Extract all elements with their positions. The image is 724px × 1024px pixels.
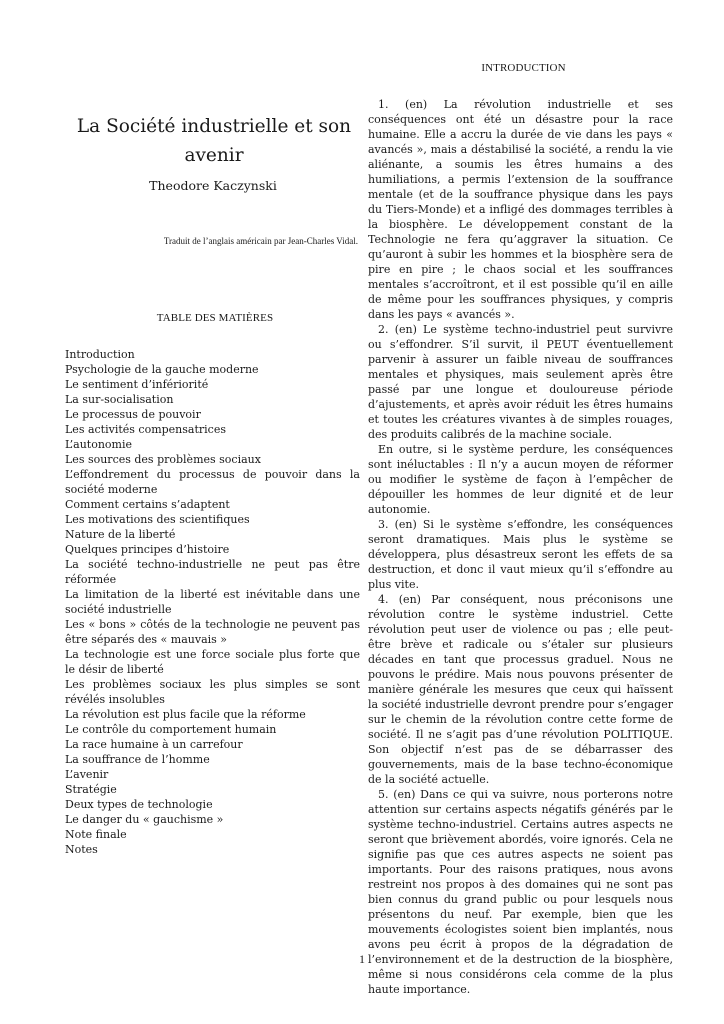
- book-author: Theodore Kaczynski: [149, 178, 277, 193]
- toc-item[interactable]: La technologie est une force sociale plus forte que le désir de liberté: [65, 648, 360, 676]
- paragraph: 3. (en) Si le système s’effondre, les conséquences seront dramatiques. Mais plus le système se développera, plus désastreux seront les effets de sa destruction, et donc il vaut mieux qu’il s’effondre au plus vite.: [368, 518, 673, 591]
- toc-item[interactable]: La souffrance de l’homme: [65, 753, 210, 766]
- toc-item[interactable]: Psychologie de la gauche moderne: [65, 363, 259, 376]
- toc-item[interactable]: Les activités compensatrices: [65, 423, 226, 436]
- toc-item[interactable]: La race humaine à un carrefour: [65, 738, 243, 751]
- toc-item[interactable]: La révolution est plus facile que la réforme: [65, 708, 306, 721]
- paragraph: 5. (en) Dans ce qui va suivre, nous porterons notre attention sur certains aspects négatifs générés par le système techno-industriel. Certains autres aspects ne seront que brièvement abordés, voire ignorés. Cela ne signifie pas que ces autres aspects ne soient pas importants. Pour des raisons pratiques, nous avons restreint nos propos à des domaines qui ne sont pas bien connus du grand public ou pour lesquels nous présentons du neuf. Par exemple, bien que les mouvements écologistes soient bien implantés, nous avons peu écrit à propos de la dégradation de l’environnement et de la destruction de la biosphère, même si nous considérons cela comme de la plus haute importance.: [368, 788, 673, 996]
- toc-item[interactable]: L’effondrement du processus de pouvoir dans la société moderne: [65, 468, 360, 496]
- section-body: [368, 97, 673, 997]
- toc-item[interactable]: Le danger du « gauchisme »: [65, 813, 224, 826]
- toc-item[interactable]: L’avenir: [65, 768, 109, 781]
- paragraph: 1. (en) La révolution industrielle et ses conséquences ont été un désastre pour la race humaine. Elle a accru la durée de vie dans les pays « avancés », mais a déstabilisé la société, a rendu la vie aliénante, a soumis les êtres humains a des humiliations, a permis l’extension de la souffrance mentale (et de la souffrance physique dans les pays du Tiers-Monde) et a infligé des dommages terribles à la biosphère. Le développement constant de la Technologie ne fera qu’aggraver la situation. Ce qu’auront à subir les hommes et la biosphère sera de pire en pire ; le chaos social et les souffrances mentales s’accroîtront, et il est possible qu’il en aille de même pour les souffrances physiques, y compris dans les pays « avancés ».: [368, 98, 673, 321]
- page-number: 1: [359, 952, 365, 966]
- table-of-contents: [56, 347, 360, 857]
- toc-item[interactable]: Deux types de technologie: [65, 798, 213, 811]
- toc-item[interactable]: Quelques principes d’histoire: [65, 543, 230, 556]
- left-column: [56, 112, 360, 857]
- toc-item[interactable]: La sur-socialisation: [65, 393, 174, 406]
- toc-item[interactable]: L’autonomie: [65, 438, 133, 451]
- paragraph: 4. (en) Par conséquent, nous préconisons une révolution contre le système industriel. Cette révolution peut user de violence ou pas ; elle peut-être brève et radicale ou s’étaler sur plusieurs décades en tant que processus graduel. Nous ne pouvons le prédire. Mais nous pouvons présenter de manière générale les mesures que ceux qui haïssent la société industrielle devront prendre pour s’engager sur le chemin de la révolution contre cette forme de société. Il ne s’agit pas d’une révolution POLITIQUE. Son objectif n’est pas de se débarrasser des gouvernements, mais de la base techno-économique de la société actuelle.: [368, 593, 673, 786]
- toc-item[interactable]: Les problèmes sociaux les plus simples se sont révélés insolubles: [65, 678, 360, 706]
- toc-item[interactable]: Nature de la liberté: [65, 528, 176, 541]
- toc-heading: TABLE DES MATIÈRES: [156, 312, 274, 324]
- right-column: [368, 62, 673, 997]
- paragraph: 2. (en) Le système techno-industriel peut survivre ou s’effondrer. S’il survit, il PEUT éventuellement parvenir à assurer un faible niveau de souffrances mentales et physiques, mais seulement après être passé par une longue et douloureuse période d’ajustements, et après avoir réduit les êtres humains et toutes les créatures vivantes à de simples rouages, des produits calibrés de la machine sociale.: [368, 323, 673, 441]
- toc-item[interactable]: Introduction: [65, 348, 135, 361]
- section-heading: INTRODUCTION: [481, 62, 566, 74]
- toc-item[interactable]: Le sentiment d’infériorité: [65, 378, 209, 391]
- book-title: La Société industrielle et son avenir: [76, 116, 352, 166]
- toc-item[interactable]: Stratégie: [65, 783, 117, 796]
- toc-item[interactable]: Les « bons » côtés de la technologie ne peuvent pas être séparés des « mauvais »: [65, 618, 360, 646]
- translator-note: Traduit de l’anglais américain par Jean-Charles Vidal.: [163, 236, 358, 246]
- toc-item[interactable]: La limitation de la liberté est inévitable dans une société industrielle: [65, 588, 360, 616]
- paragraph: En outre, si le système perdure, les conséquences sont inéluctables : Il n’y a aucun moyen de réformer ou modifier le système de façon à l’empêcher de dépouiller les hommes de leur dignité et de leur autonomie.: [368, 443, 673, 516]
- toc-item[interactable]: Le processus de pouvoir: [65, 408, 201, 421]
- toc-item[interactable]: Le contrôle du comportement humain: [65, 723, 277, 736]
- toc-item[interactable]: Note finale: [65, 828, 127, 841]
- toc-item[interactable]: Notes: [65, 843, 98, 856]
- toc-item[interactable]: Les motivations des scientifiques: [65, 513, 250, 526]
- toc-item[interactable]: La société techno-industrielle ne peut pas être réformée: [65, 558, 360, 586]
- toc-item[interactable]: Comment certains s’adaptent: [65, 498, 230, 511]
- toc-item[interactable]: Les sources des problèmes sociaux: [65, 453, 261, 466]
